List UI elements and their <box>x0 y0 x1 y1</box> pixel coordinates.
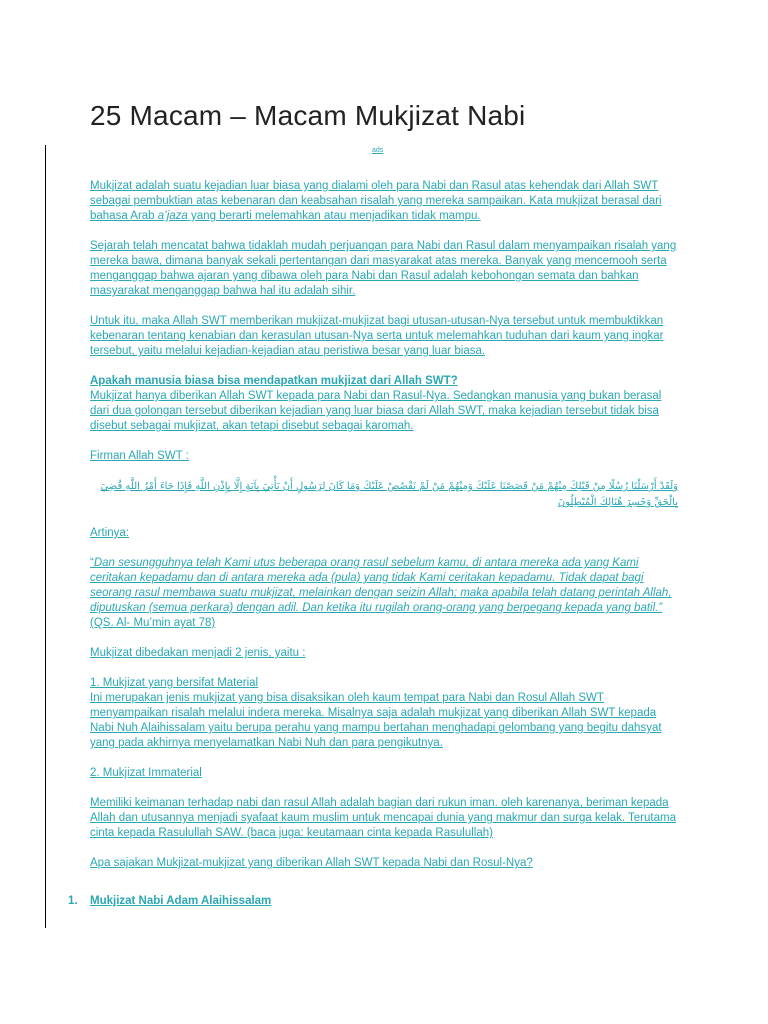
ads-link[interactable]: ads <box>372 147 384 154</box>
intro-text-end: yang berarti melemahkan atau menjadikan tidak mampu. <box>187 210 481 222</box>
material-heading: 1. Mukjizat yang bersifat Material <box>90 677 259 689</box>
margin-rule <box>45 145 46 928</box>
intro-arabic-term: a’jaza <box>157 210 188 222</box>
question-answer: Mukjizat hanya diberikan Allah SWT kepada para Nabi dan Rasul-Nya. Sedangkan manusia yang bukan berasal dari dua golongan tersebut diberikan kejadian yang luar biasa dari Allah SWT, maka kejadian tersebut tidak bisa disebut sebagai mukjizat, akan tetapi disebut sebagai karomah. <box>90 390 662 432</box>
translation-text: Dan sesungguhnya telah Kami utus beberapa orang rasul sebelum kamu, di antara mereka ada yang Kami ceritakan kepadamu dan di antara mereka ada (pula) yang tidak Kami ceritakan kepadamu. Tidak dapat bagi seorang rasul membawa suatu mukjizat, melainkan dengan seizin Allah; maka apabila telah datang perintah Allah, diputuskan (semua perkara) dengan adil. Dan ketika itu rugilah orang-orang yang berpegang kepada yang batil.” <box>90 557 672 614</box>
artinya-label[interactable]: Artinya: <box>90 527 129 539</box>
list-item[interactable] <box>68 895 271 907</box>
firman-label[interactable]: Firman Allah SWT : <box>90 450 189 462</box>
purpose-paragraph[interactable]: Untuk itu, maka Allah SWT memberikan mukjizat-mukjizat bagi utusan-utusan-Nya tersebut untuk membuktikkan kebenaran tentang kenabian dan kerasulan utusan-Nya serta untuk melemahkan tuduhan dari kaum yang ingkar tersebut, yaitu melalui kejadian-kejadian atau peristiwa besar yang luar biasa. <box>90 315 664 357</box>
list-number: 1. <box>68 895 78 907</box>
list-item-label: Mukjizat Nabi Adam Alaihissalam <box>90 895 272 907</box>
quote-open: “ <box>90 557 94 569</box>
arabic-verse[interactable]: وَلَقَدْ أَرْسَلْنَا رُسُلًا مِنْ قَبْلِكَ مِنْهُمْ مَنْ قَصَصْنَا عَلَيْكَ وَمِنْهُمْ مَنْ لَمْ نَقْصُصْ عَلَيْكَ وَمَا كَانَ لِرَسُولٍ أَنْ يَأْتِيَ بِآيَةٍ إِلَّا بِإِذْنِ اللَّهِ فَإِذَا جَاءَ أَمْرُ اللَّهِ قُضِيَ بِالْحَقِّ وَخَسِرَ هُنَالِكَ الْمُبْطِلُونَ <box>100 481 678 508</box>
translation-reference: (QS. Al- Mu’min ayat 78) <box>90 617 216 629</box>
material-section[interactable] <box>90 676 678 751</box>
types-intro[interactable]: Mukjizat dibedakan menjadi 2 jenis, yaitu : <box>90 647 306 659</box>
article-body <box>90 179 678 886</box>
immaterial-heading[interactable]: 2. Mukjizat Immaterial <box>90 767 202 779</box>
translation-paragraph[interactable] <box>90 556 678 631</box>
intro-paragraph[interactable] <box>90 179 678 224</box>
question-heading: Apakah manusia biasa bisa mendapatkan mukjizat dari Allah SWT? <box>90 375 458 387</box>
history-paragraph[interactable]: Sejarah telah mencatat bahwa tidaklah mudah perjuangan para Nabi dan Rasul dalam menyampaikan risalah yang mereka bawa, dimana banyak sekali pertentangan dari masyarakat atas mereka. Banyak yang mencemooh serta menganggap bahwa ajaran yang dibawa oleh para Nabi dan Rasul adalah kebohongan semata dan bahkan masyarakat menganggap bahwa hal itu adalah sihir. <box>90 240 677 297</box>
closing-question[interactable]: Apa sajakan Mukjizat-mukjizat yang diberikan Allah SWT kepada Nabi dan Rosul-Nya? <box>90 857 533 869</box>
question-section[interactable] <box>90 374 678 434</box>
page-title: 25 Macam – Macam Mukjizat Nabi <box>90 100 526 131</box>
intro-text: Mukjizat adalah suatu kejadian luar biasa yang dialami oleh para Nabi dan Rasul atas kehendak dari Allah SWT sebagai pembuktian atas kebenaran dan keabsahan risalah yang mereka sampaikan. Kata mukjizat berasal dari bahasa Arab <box>90 180 662 222</box>
immaterial-text[interactable]: Memiliki keimanan terhadap nabi dan rasul Allah adalah bagian dari rukun iman. oleh karenanya, beriman kepada Allah dan utusannya menjadi syafaat kaum muslim untuk mencapai dunia yang makmur dan surga kelak. Terutama cinta kepada Rasulullah SAW. (baca juga: keutamaan cinta kepada Rasulullah) <box>90 797 676 839</box>
material-text: Ini merupakan jenis mukjizat yang bisa disaksikan oleh kaum tempat para Nabi dan Rosul Allah SWT menyampaikan risalah melalui indera mereka. Misalnya saja adalah mukjizat yang diberikan Allah SWT kepada Nabi Nuh Alaihissalam yaitu berupa perahu yang mampu bertahan menghadapi gelombang yang begitu dahsyat yang pada akhirnya menyelamatkan Nabi Nuh dan para pengikutnya. <box>90 692 662 749</box>
